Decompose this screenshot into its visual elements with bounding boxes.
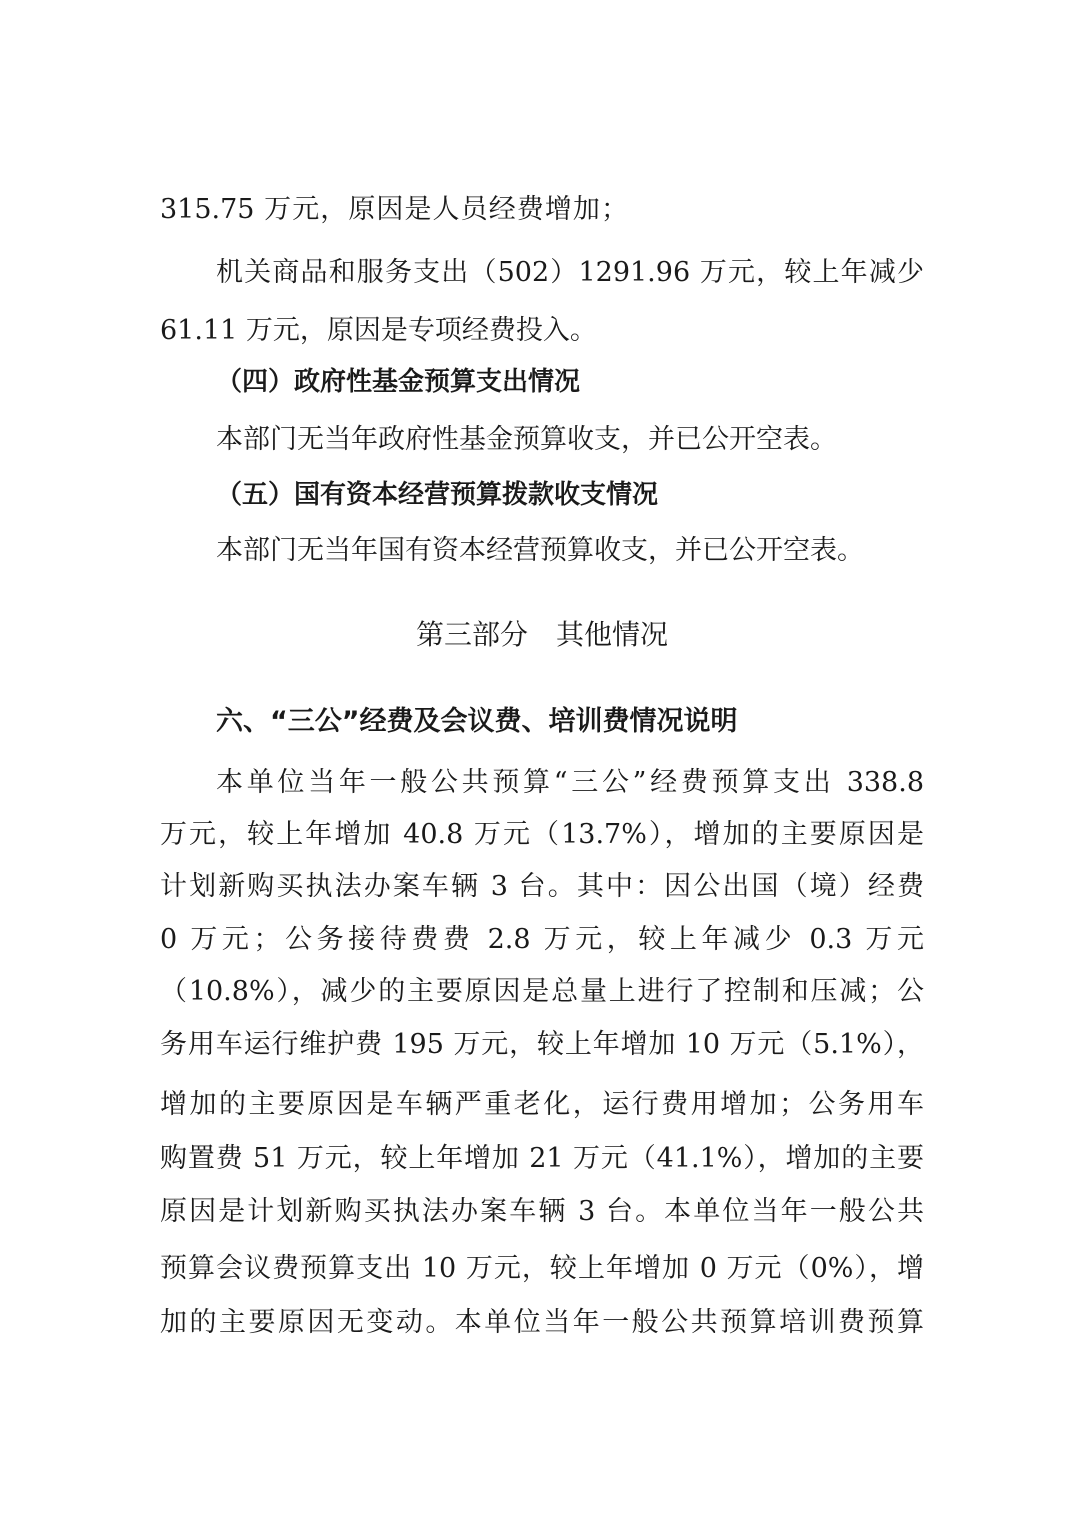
- part-three-title: 第三部分 其他情况: [415, 618, 668, 651]
- sangong-line: 预算会议费预算支出 10 万元，较上年增加 0 万元（0%），增: [160, 1253, 924, 1284]
- personnel-expense-text: 315.75 万元，原因是人员经费增加；: [160, 194, 628, 225]
- sangong-line: （10.8%），减少的主要原因是总量上进行了控制和压减；公: [160, 976, 924, 1007]
- sangong-line: 计划新购买执法办案车辆 3 台。其中：因公出国（境）经费: [160, 871, 924, 902]
- goods-services-line-2: [160, 311, 924, 351]
- document-page: [160, 0, 924, 1520]
- goods-services-text-1: 机关商品和服务支出（502）1291.96 万元，较上年减少: [216, 257, 924, 288]
- sangong-line: 购置费 51 万元，较上年增加 21 万元（41.1%），增加的主要: [160, 1143, 924, 1174]
- personnel-expense-line: [160, 190, 628, 230]
- sangong-line: 加的主要原因无变动。本单位当年一般公共预算培训费预算: [160, 1307, 924, 1338]
- state-capital-text: 本部门无当年国有资本经营预算收支，并已公开空表。: [216, 535, 864, 566]
- government-fund-text: 本部门无当年政府性基金预算收支，并已公开空表。: [216, 424, 837, 455]
- state-capital-heading: （五）国有资本经营预算拨款收支情况: [216, 480, 659, 510]
- government-fund-heading: （四）政府性基金预算支出情况: [216, 367, 581, 397]
- sangong-line: 务用车运行维护费 195 万元，较上年增加 10 万元（5.1%），: [160, 1029, 924, 1060]
- goods-services-line-1: [216, 253, 924, 293]
- sangong-section-heading: 六、“三公”经费及会议费、培训费情况说明: [216, 706, 738, 737]
- sangong-line: 原因是计划新购买执法办案车辆 3 台。本单位当年一般公共: [160, 1196, 924, 1227]
- sangong-line: 本单位当年一般公共预算“三公”经费预算支出 338.8: [216, 767, 924, 798]
- goods-services-text-2: 61.11 万元，原因是专项经费投入。: [160, 315, 597, 346]
- sangong-line: 万元，较上年增加 40.8 万元（13.7%），增加的主要原因是: [160, 819, 924, 850]
- sangong-line: 0 万元；公务接待费费 2.8 万元，较上年减少 0.3 万元: [160, 924, 924, 955]
- sangong-line: 增加的主要原因是车辆严重老化，运行费用增加；公务用车: [160, 1089, 924, 1120]
